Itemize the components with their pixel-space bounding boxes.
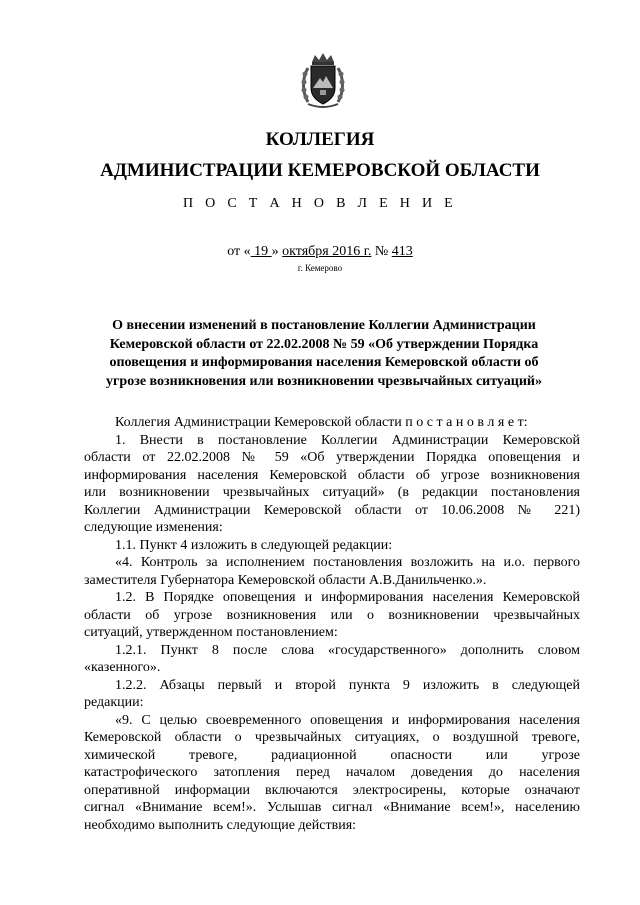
date-mid: »: [271, 244, 283, 259]
body-line: или возникновении чрезвычайных ситуаций» (в редакции постановления: [84, 485, 580, 500]
subject-line: Кемеровской области от 22.02.2008 № 59 «Об утверждении Порядка: [109, 336, 539, 352]
body-line: химической тревоге, радиационной опасности или угрозе: [84, 747, 580, 763]
date-prefix: от «: [227, 244, 251, 259]
body-line: информирования населения Кемеровской области об угрозе возникновения: [84, 467, 580, 483]
coat-of-arms-emblem: [298, 52, 348, 110]
number-sign: №: [371, 244, 392, 259]
body-line: оперативной информации включаются электросирены, которые означают: [84, 782, 580, 798]
date-month-year: октября 2016 г.: [282, 244, 372, 259]
subject-line: О внесении изменений в постановление Коллегии Администрации: [112, 318, 536, 333]
subject-line: оповещения и информирования населения Кемеровской области об: [109, 355, 539, 370]
body-line: 1. Внести в постановление Коллегии Администрации Кемеровской: [115, 432, 580, 448]
subject-line: угрозе возникновения или возникновении чрезвычайных ситуаций»: [106, 373, 542, 389]
body-line: ситуаций, утвержденном постановлением:: [84, 625, 338, 640]
document-body: [84, 414, 580, 834]
date-number-line: [0, 244, 640, 260]
date-day: 19: [250, 244, 272, 259]
city-label: г. Кемерово: [297, 263, 343, 273]
body-line: 1.2.2. Абзацы первый и второй пункта 9 изложить в следующей: [115, 677, 580, 693]
body-line: следующие изменения:: [84, 520, 223, 535]
body-line: сигнал «Внимание всем!». Услышав сигнал «Внимание всем!», населению: [84, 800, 580, 815]
body-line: 1.2.1. Пункт 8 после слова «государственного» дополнить словом: [115, 642, 580, 658]
body-line: области от 22.02.2008 № 59 «Об утверждении Порядка оповещения и: [84, 450, 580, 465]
body-line: Коллегия Администрации Кемеровской области п о с т а н о в л я е т:: [115, 415, 528, 430]
body-line: заместителя Губернатора Кемеровской области А.В.Данильченко.».: [84, 572, 487, 588]
org-name-line1: КОЛЛЕГИЯ: [265, 129, 375, 150]
body-line: редакции:: [84, 695, 144, 710]
body-line: «казенного».: [84, 660, 161, 675]
body-line: 1.1. Пункт 4 изложить в следующей редакции:: [115, 537, 393, 553]
document-subject: [92, 317, 556, 391]
body-line: 1.2. В Порядке оповещения и информирования населения Кемеровской: [115, 590, 580, 605]
body-line: Кемеровской области о чрезвычайных ситуациях, о воздушной тревоге,: [84, 730, 580, 745]
body-line: области об угрозе возникновения или о возникновении чрезвычайных: [84, 607, 580, 623]
body-line: катастрофического затопления перед началом доведения до населения: [84, 765, 580, 780]
body-line: «4. Контроль за исполнением постановления возложить на и.о. первого: [115, 555, 580, 570]
body-line: необходимо выполнить следующие действия:: [84, 817, 357, 833]
document-number: 413: [391, 244, 413, 259]
org-name-line2: АДМИНИСТРАЦИИ КЕМЕРОВСКОЙ ОБЛАСТИ: [100, 160, 540, 181]
body-line: «9. С целью своевременного оповещения и информирования населения: [115, 712, 580, 728]
document-type: П О С Т А Н О В Л Е Н И Е: [182, 196, 458, 211]
body-line: Коллегии Администрации Кемеровской области от 10.06.2008 № 221): [84, 502, 580, 518]
